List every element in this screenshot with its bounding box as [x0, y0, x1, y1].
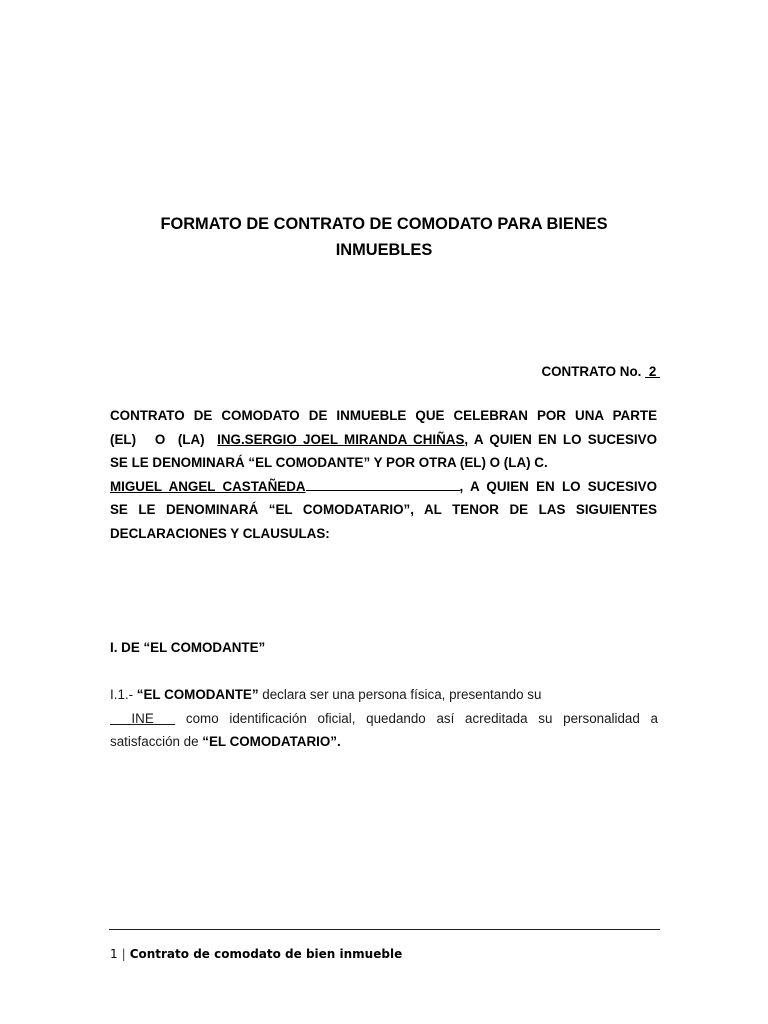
preamble-line-2-prefix: (EL) O (LA): [110, 431, 218, 447]
party2-name: MIGUEL ANGEL CASTAÑEDA: [110, 478, 306, 494]
preamble-line-2: [110, 428, 657, 452]
page-footer: [110, 947, 402, 961]
preamble-line-6: DECLARACIONES Y CLAUSULAS:: [110, 525, 330, 541]
signature-blank: [306, 478, 460, 491]
clause-line-2: [110, 707, 658, 731]
page-number: 1: [110, 947, 118, 961]
document-title: [110, 211, 658, 263]
preamble-line-1: CONTRATO DE COMODATO DE INMUEBLE QUE CELEBRAN POR UNA PARTE: [110, 408, 657, 423]
contract-number: [110, 364, 660, 379]
id-type: INE: [110, 710, 176, 726]
party-b-reference: “EL COMODATARIO”.: [202, 734, 341, 750]
clause-line-3: [110, 730, 658, 754]
party-a-reference: “EL COMODANTE”: [136, 687, 259, 702]
clause-line-1: [110, 683, 658, 707]
preamble-line-4: [110, 475, 657, 499]
contract-number-label: CONTRATO No.: [541, 364, 642, 379]
preamble-line-5: SE LE DENOMINARÁ “EL COMODATARIO”, AL TENOR DE LAS SIGUIENTES: [110, 502, 657, 518]
preamble-line-4-suffix: , A QUIEN EN LO SUCESIVO: [459, 478, 657, 494]
clause-text-1: declara ser una persona física, presentando su: [258, 687, 542, 702]
party1-name: ING.SERGIO JOEL MIRANDA CHIÑAS: [217, 431, 465, 447]
footer-title: Contrato de comodato de bien inmueble: [129, 947, 403, 961]
clause-text-3: satisfacción de: [110, 734, 203, 750]
preamble-line-2-suffix: , A QUIEN EN LO SUCESIVO: [464, 431, 657, 447]
contract-preamble: [110, 404, 657, 546]
footer-separator: |: [121, 947, 126, 961]
footer-divider: [109, 929, 660, 930]
preamble-line-3: SE LE DENOMINARÁ “EL COMODANTE” Y POR OTRA (EL) O (LA) C.: [110, 455, 548, 471]
title-line-1: FORMATO DE CONTRATO DE COMODATO PARA BIENES: [160, 215, 608, 233]
clause-text-2: como identificación oficial, quedando así acreditada su personalidad a: [175, 710, 658, 726]
clause-number: I.1.-: [110, 687, 137, 702]
section-title: I. DE “EL COMODANTE”: [110, 640, 266, 655]
title-line-2: INMUEBLES: [335, 241, 433, 259]
contract-number-value: 2: [645, 364, 660, 379]
clause-1-1: [110, 683, 658, 754]
